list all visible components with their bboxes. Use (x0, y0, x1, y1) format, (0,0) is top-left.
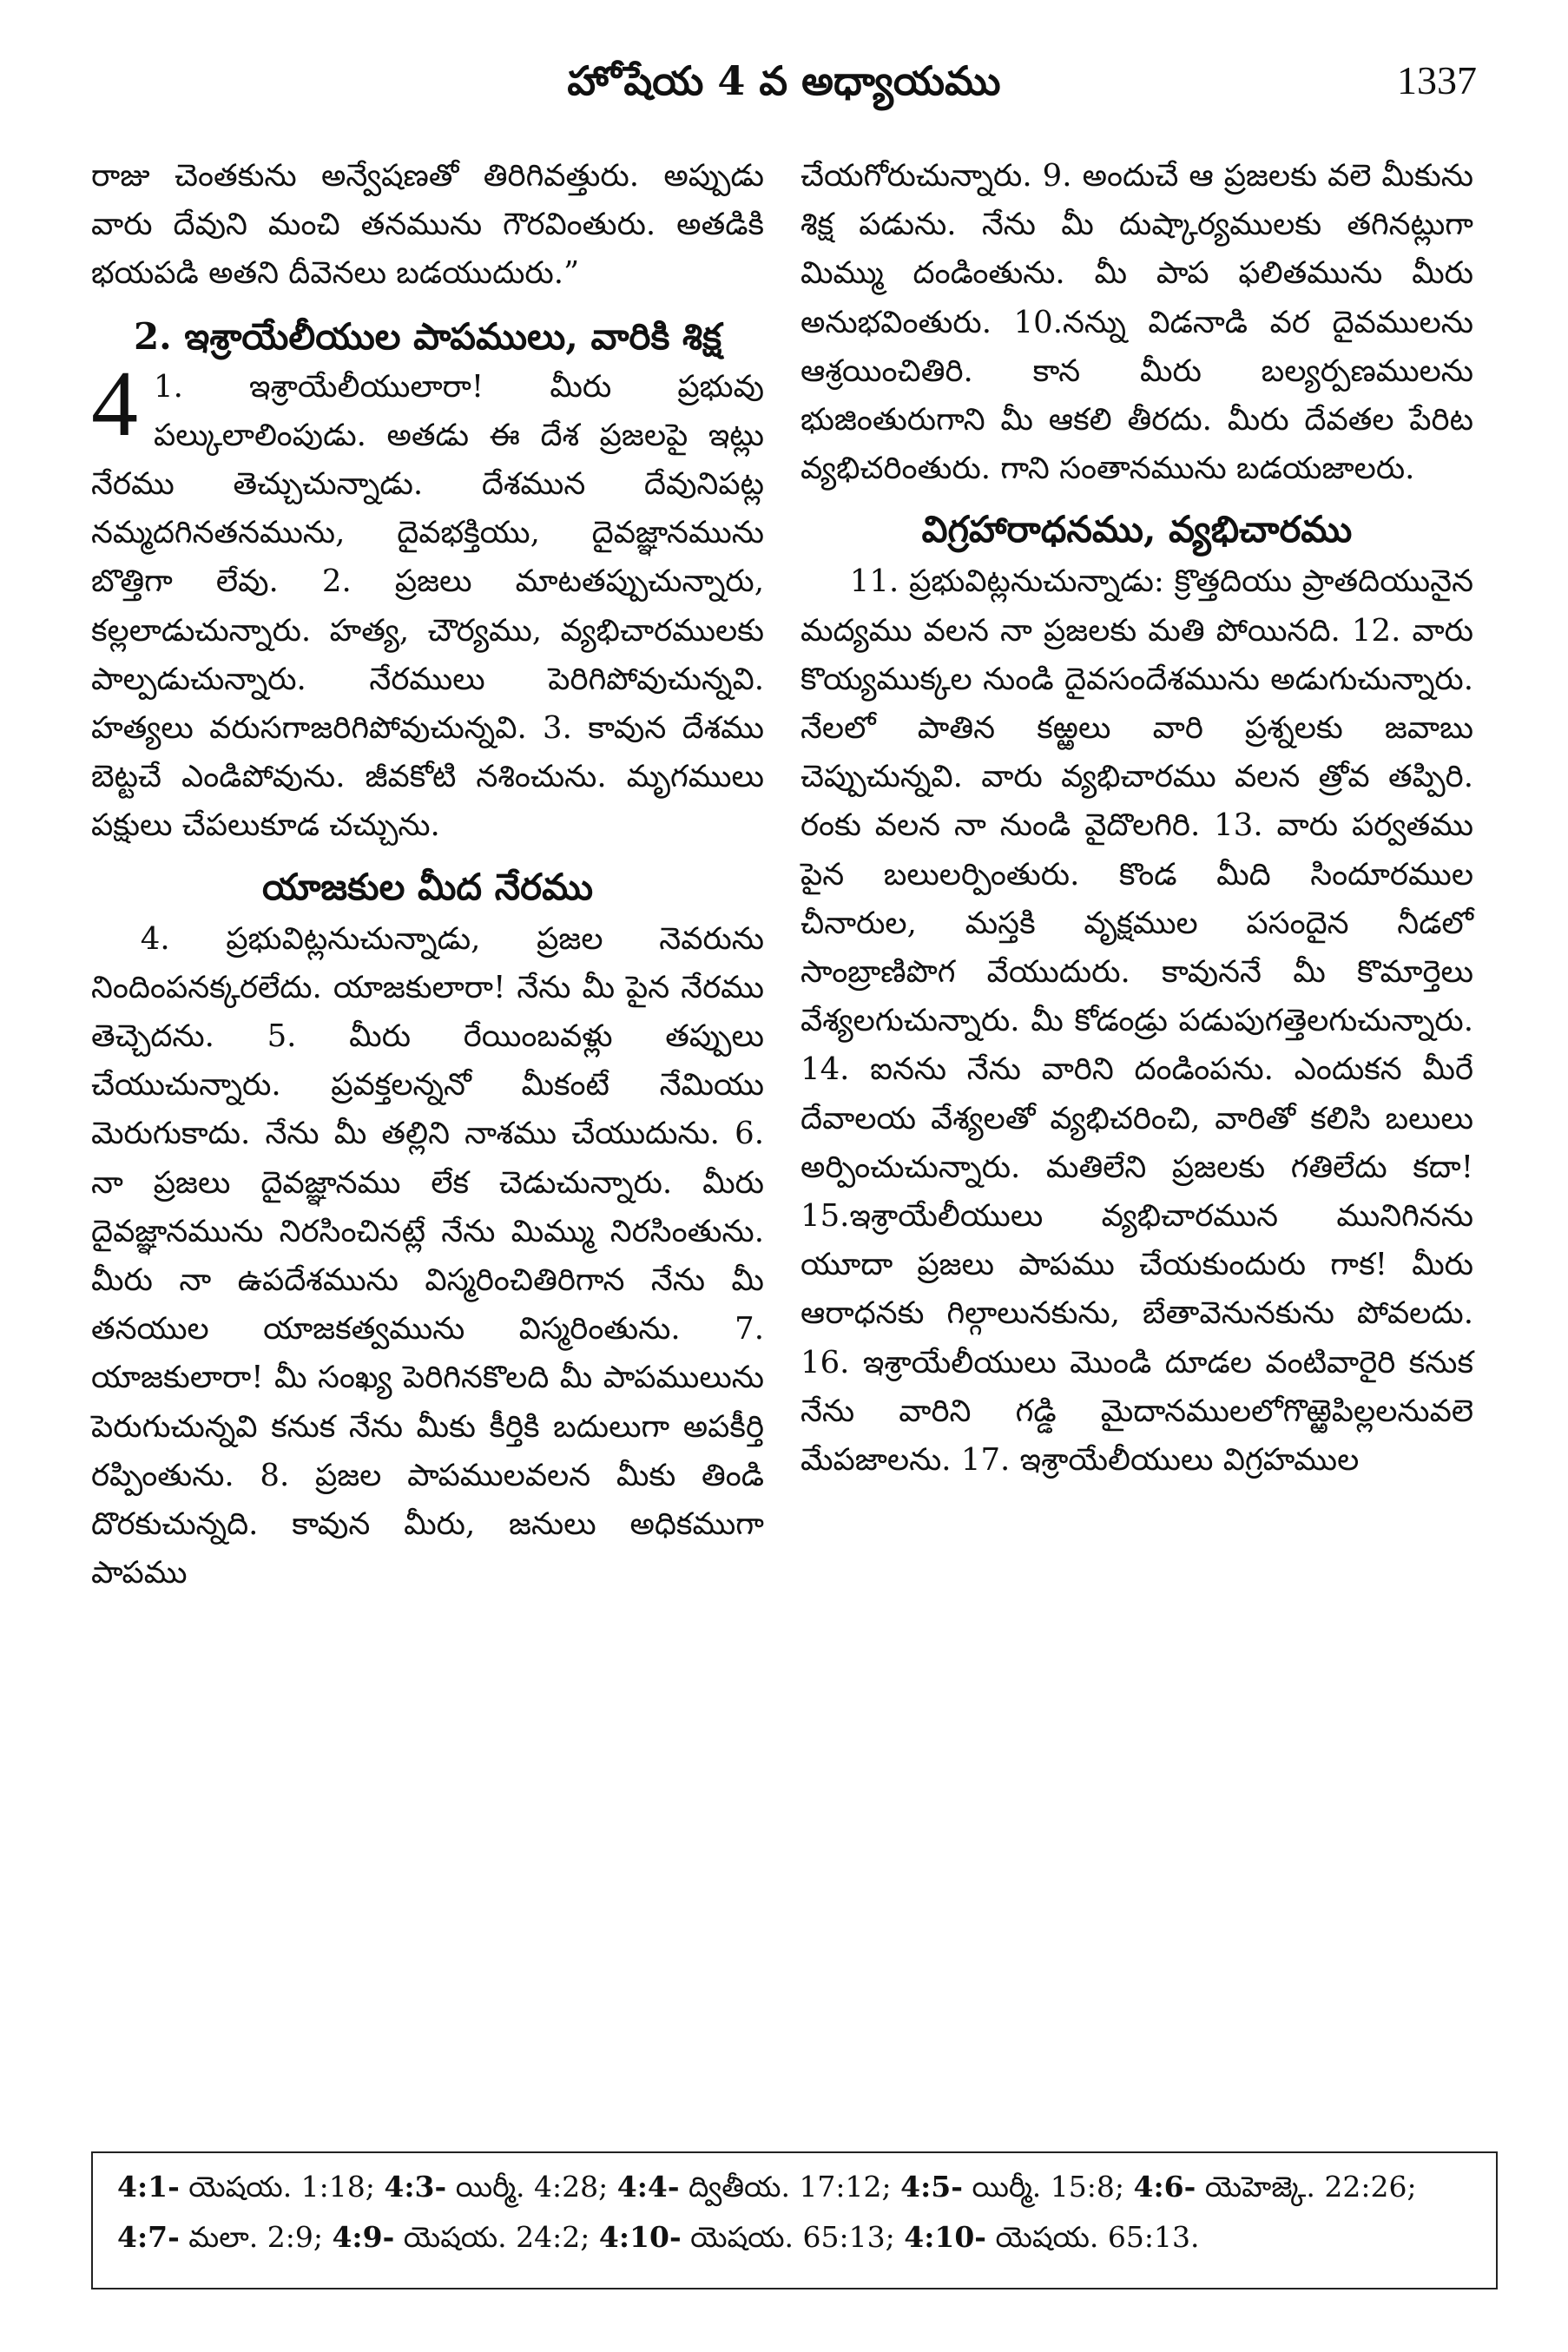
chapter-opening-paragraph (91, 352, 764, 851)
footnote-text: యెషయ. 24:2; (394, 2220, 599, 2254)
footnote-text: యెషయ. 65:13. (986, 2220, 1200, 2254)
footnote-ref: 4:6- (1133, 2170, 1196, 2204)
footnotes-box (91, 2151, 1498, 2289)
verse-paragraph: చేయగోరుచున్నారు. 9. అందుచే ఆ ప్రజలకు వలె మీకును శిక్ష పడును. నేను మీ దుష్కార్యములకు తగినట్లుగా మిమ్ము దండింతును. మీ పాప ఫలితమును మీరు అనుభవింతురు. 10.నన్ను విడనాడి వర దైవములను ఆశ్రయించితిరి. కాన మీరు బల్యర్పణములను భుజింతురుగాని మీ ఆకలి తీరదు. మీరు దేవతల పేరిట వ్యభిచరింతురు. గాని సంతానమును బడయజాలరు. (800, 158, 1473, 487)
footnote-text: యెషయ. 65:13; (681, 2220, 905, 2254)
footnote-ref: 4:4- (616, 2170, 680, 2204)
page-title: హోషేయ 4 వ అధ్యాయము (567, 57, 1001, 104)
section-heading-priests: యాజకుల మీద నేరము (261, 865, 594, 908)
footnote-text: యెషయ. 1:18; (179, 2170, 385, 2204)
page-header (91, 42, 1477, 120)
footnote-ref: 4:10- (598, 2220, 682, 2254)
chapter-number-dropcap: 4 (91, 352, 138, 456)
page-number: 1337 (1397, 58, 1477, 102)
footnote-ref: 4:10- (904, 2220, 986, 2254)
footnote-text: యిర్మీ. 15:8; (962, 2170, 1134, 2204)
footnote-ref: 4:3- (384, 2170, 447, 2204)
footnote-ref: 4:7- (117, 2220, 180, 2254)
section-heading-idolatry: విగ్రహారాధనము, వ్యభిచారము (921, 508, 1353, 551)
verse-paragraph: 4. ప్రభువిట్లనుచున్నాడు, ప్రజల నెవరును నిందింపనక్కరలేదు. యాజకులారా! నేను మీ పైన నేరము తెచ్చెదను. 5. మీరు రేయింబవళ్లు తప్పులు చేయుచున్నారు. ప్రవక్తలన్ననో మీకంటే నేమియు మెరుగుకాదు. నేను మీ తల్లిని నాశము చేయుదును. 6. నా ప్రజలు దైవజ్ఞానము లేక చెడుచున్నారు. మీరు దైవజ్ఞానమును నిరసించినట్లే నేను మిమ్ము నిరసింతును. మీరు నా ఉపదేశమును విస్మరించితిరిగాన నేను మీ తనయుల యాజకత్వమును విస్మరింతును. 7. యాజకులారా! మీ సంఖ్య పెరిగినకొలది మీ పాపములును పెరుగుచున్నవి కనుక నేను మీకు కీర్తికి బదులుగా అపకీర్తి రప్పింతును. 8. ప్రజల పాపములవలన మీకు తిండి దొరకుచున్నది. కావున మీరు, జనులు అధికముగా పాపము (91, 920, 764, 1591)
section-heading-sins: 2. ఇశ్రాయేలీయుల పాపములు, వారికి శిక్ష (133, 314, 722, 358)
left-column (91, 152, 764, 1598)
footnote-text: మలా. 2:9; (179, 2220, 333, 2254)
footnote-ref: 4:1- (117, 2170, 180, 2204)
right-column (800, 152, 1473, 1485)
intro-paragraph: రాజు చెంతకును అన్వేషణతో తిరిగివత్తురు. అప్పుడు వారు దేవుని మంచి తనమును గౌరవింతురు. అతడికి భయపడి అతని దీవెనలు బడయుదురు.” (91, 158, 764, 292)
footnote-text: యెహెజ్కె. 22:26; (1196, 2170, 1417, 2204)
footnote-ref: 4:9- (332, 2220, 395, 2254)
verse-paragraph: 11. ప్రభువిట్లనుచున్నాడు: క్రొత్తదియు ప్రాతదియునైన మద్యము వలన నా ప్రజలకు మతి పోయినది. 12. వారు కొయ్యముక్కల నుండి దైవసందేశమును అడుగుచున్నారు. నేలలో పాతిన కఱ్ఱలు వారి ప్రశ్నలకు జవాబు చెప్పుచున్నవి. వారు వ్యభిచారము వలన త్రోవ తప్పిరి. రంకు వలన నా నుండి వైదొలగిరి. 13. వారు పర్వతము పైన బలులర్పింతురు. కొండ మీది సిందూరముల చీనారుల, మస్తకి వృక్షముల పసందైన నీడలో సాంబ్రాణిపొగ వేయుదురు. కావుననే మీ కొమార్తెలు వేశ్యలగుచున్నారు. మీ కోడండ్రు పడుపుగత్తెలగుచున్నారు. 14. ఐనను నేను వారిని దండింపను. ఎందుకన మీరే దేవాలయ వేశ్యలతో వ్యభిచరించి, వారితో కలిసి బలులు అర్పించుచున్నారు. మతిలేని ప్రజలకు గతిలేదు కదా! 15.ఇశ్రాయేలీయులు వ్యభిచారమున మునిగినను యూదా ప్రజలు పాపము చేయకుందురు గాక! మీరు ఆరాధనకు గిల్గాలునకును, బేతావెనునకును పోవలదు. 16. ఇశ్రాయేలీయులు మొండి దూడల వంటివారైరి కనుక నేను వారిని గడ్డి మైదానములలోగొఱ్ఱెపిల్లలనువలె మేపజాలను. 17. ఇశ్రాయేలీయులు విగ్రహముల (800, 563, 1473, 1479)
verse-text: 1. ఇశ్రాయేలీయులారా! మీరు ప్రభువు పల్కులాలింపుడు. అతడు ఈ దేశ ప్రజలపై ఇట్లు నేరము తెచ్చుచున్నాడు. దేశమున దేవునిపట్ల నమ్మదగినతనమును, దైవభక్తియు, దైవజ్ఞానమును బొత్తిగా లేవు. 2. ప్రజలు మాటతప్పుచున్నారు, కల్లలాడుచున్నారు. హత్య, చౌర్యము, వ్యభిచారములకు పాల్పడుచున్నారు. నేరములు పెరిగిపోవుచున్నవి. హత్యలు వరుసగాజరిగిపోవుచున్నవి. 3. కావున దేశము బెట్టచే ఎండిపోవును. జీవకోటి నశించును. మృగములు పక్షులు చేపలుకూడ చచ్చును. (91, 368, 764, 844)
footnote-text: యిర్మీ. 4:28; (446, 2170, 617, 2204)
footnote-text: ద్వితీయ. 17:12; (679, 2170, 901, 2204)
footnote-ref: 4:5- (900, 2170, 963, 2204)
